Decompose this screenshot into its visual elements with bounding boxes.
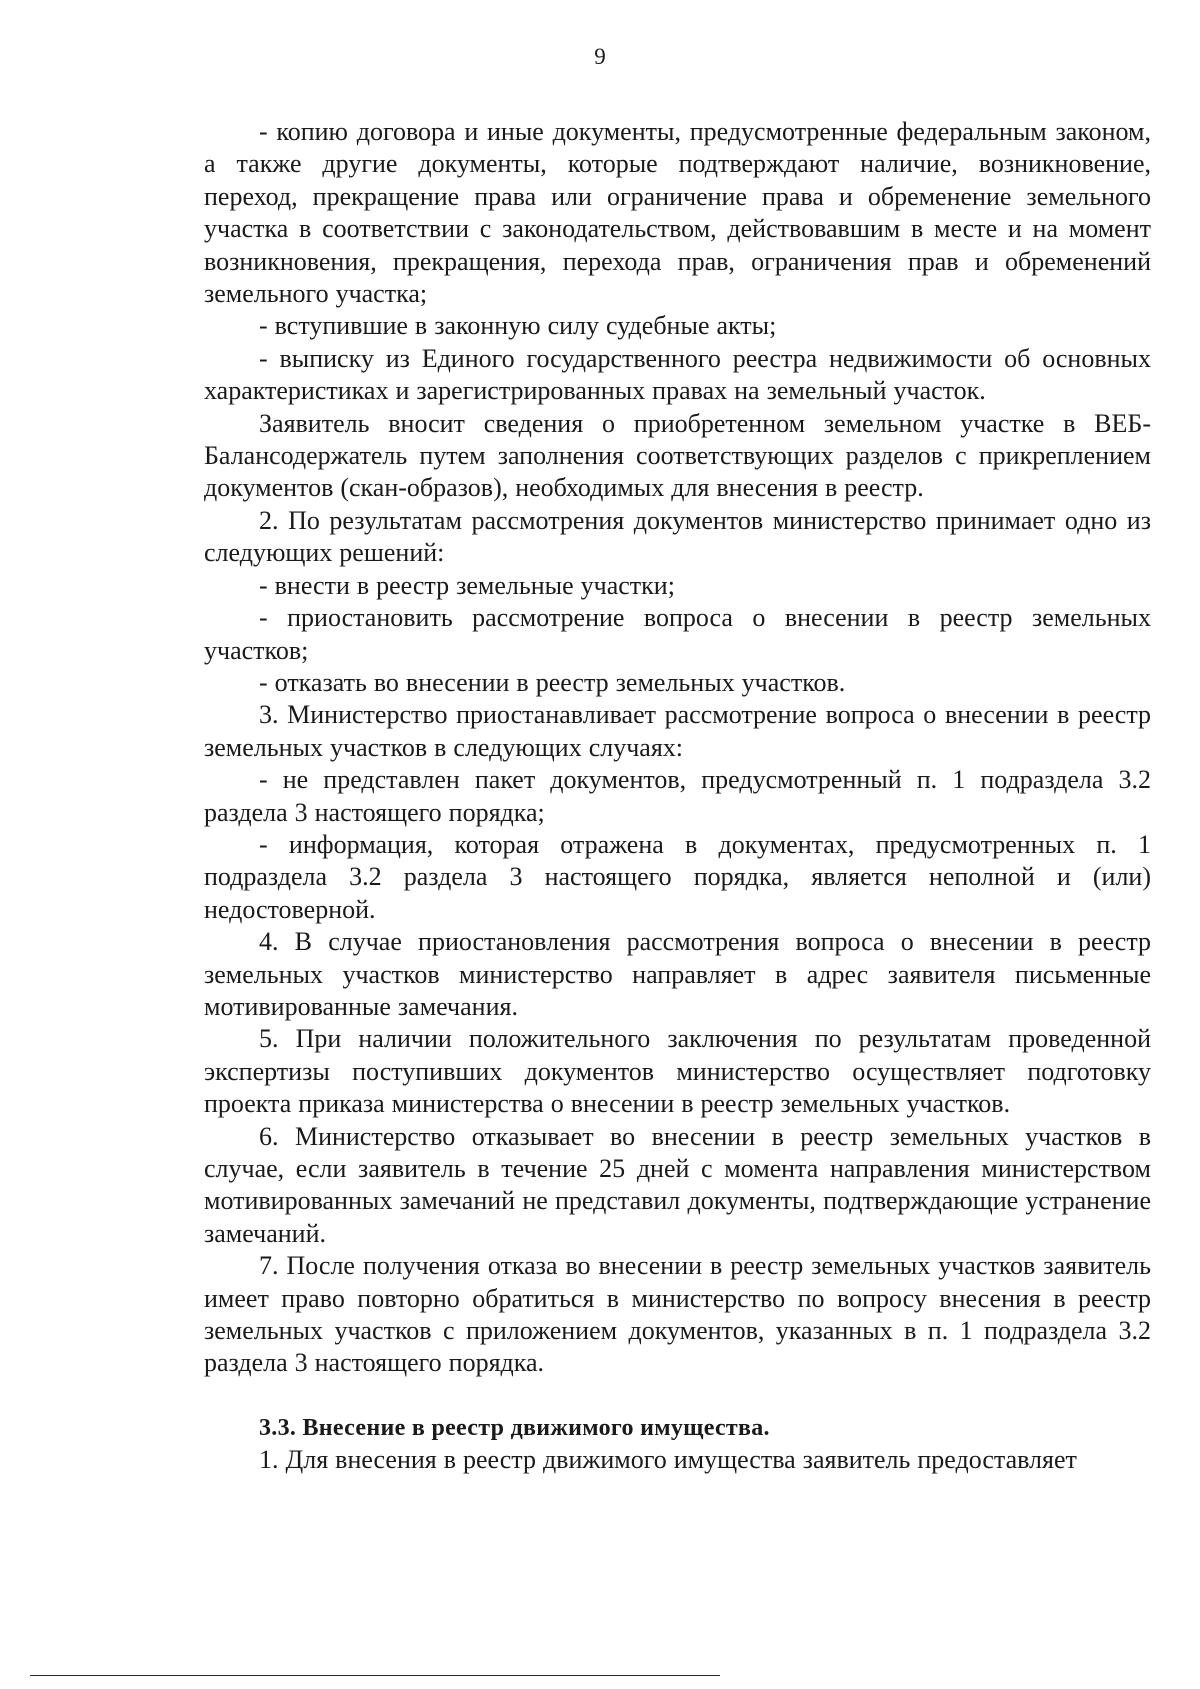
paragraph: - выписку из Единого государственного реестра недвижимости об основных характеристиках и зарегистрированных правах на земельный участок. xyxy=(204,343,1151,406)
paragraph: 6. Министерство отказывает во внесении в реестр земельных участков в случае, если заявитель в течение 25 дней с момента направления министерством мотивированных замечаний не представил документы, подтверждающие устранение замечаний. xyxy=(204,1121,1151,1248)
paragraph: - отказать во внесении в реестр земельных участков. xyxy=(259,667,846,697)
paragraph: 7. После получения отказа во внесении в реестр земельных участков заявитель имеет право повторно обратиться в министерство по вопросу внесения в реестр земельных участков с приложением документов, указанных в п. 1 подраздела 3.2 раздела 3 настоящего порядка. xyxy=(204,1251,1151,1378)
paragraph: - приостановить рассмотрение вопроса о внесении в реестр земельных участков; xyxy=(204,603,1151,665)
paragraph: 1. Для внесения в реестр движимого имущества заявитель предоставляет xyxy=(259,1445,1077,1475)
document-body xyxy=(204,116,1151,1477)
bottom-rule xyxy=(30,1675,720,1676)
paragraph: Заявитель вносит сведения о приобретенном земельном участке в ВЕБ-Балансодержатель путем заполнения соответствующих разделов с прикреплением документов (скан-образов), необходимых для внесения в реестр. xyxy=(204,408,1151,503)
paragraph: 5. При наличии положительного заключения по результатам проведенной экспертизы поступивших документов министерство осуществляет подготовку проекта приказа министерства о внесении в реестр земельных участков. xyxy=(204,1024,1151,1119)
paragraph: - вступившие в законную силу судебные акты; xyxy=(259,311,777,341)
paragraph: 3. Министерство приостанавливает рассмотрение вопроса о внесении в реестр земельных участков в следующих случаях: xyxy=(204,700,1151,762)
paragraph: - не представлен пакет документов, предусмотренный п. 1 подраздела 3.2 раздела 3 настоящего порядка; xyxy=(204,765,1151,827)
paragraph: - внести в реестр земельные участки; xyxy=(259,570,675,600)
paragraph: - копию договора и иные документы, предусмотренные федеральным законом, а также другие документы, которые подтверждают наличие, возникновение, переход, прекращение права или ограничение права и обременение земельного участка в соответствии с законодательством, действовавшим в месте и на момент возникновения, прекращения, перехода прав, ограничения прав и обременений земельного участка; xyxy=(204,117,1151,309)
section-heading: 3.3. Внесение в реестр движимого имущества. xyxy=(259,1414,770,1441)
paragraph: - информация, которая отражена в документах, предусмотренных п. 1 подраздела 3.2 раздела 3 настоящего порядка, является неполной и (или) недостоверной. xyxy=(204,829,1151,924)
paragraph: 2. По результатам рассмотрения документов министерство принимает одно из следующих решений: xyxy=(204,505,1151,568)
paragraph: 4. В случае приостановления рассмотрения вопроса о внесении в реестр земельных участков министерство направляет в адрес заявителя письменные мотивированные замечания. xyxy=(204,927,1151,1021)
page-number: 9 xyxy=(594,44,606,69)
